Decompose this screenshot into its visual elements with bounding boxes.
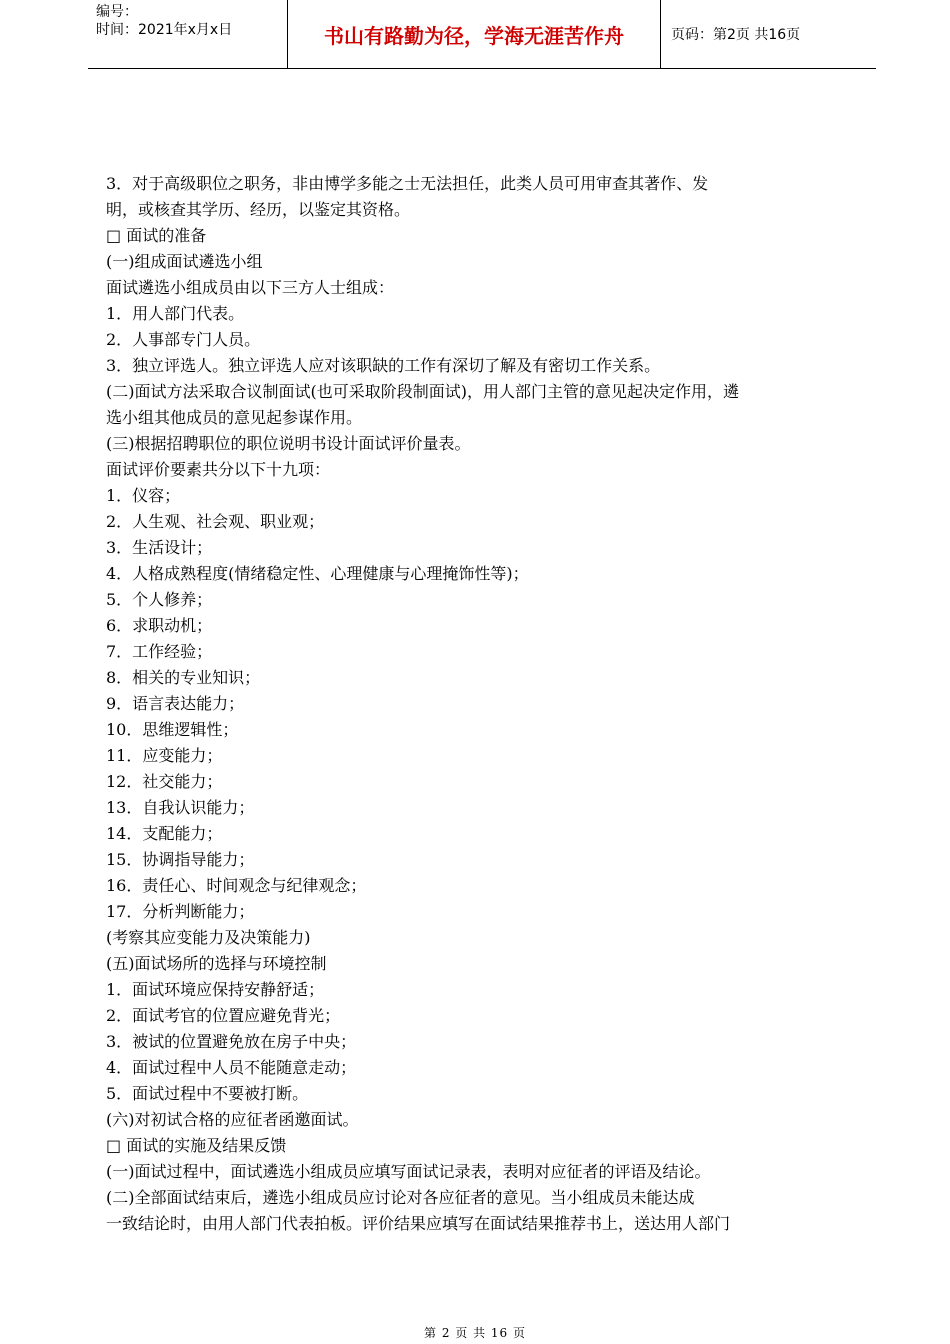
body-line: 5．个人修养； [106, 590, 213, 609]
page-footer: 第 2 页 共 16 页 [424, 1326, 526, 1340]
body-line: 1．仪容； [106, 486, 181, 505]
body-line: 5．面试过程中不要被打断。 [106, 1084, 309, 1103]
body-line: 明，或核查其学历、经历，以鉴定其资格。 [106, 200, 411, 219]
body-line: 3．被试的位置避免放在房子中央； [106, 1032, 357, 1051]
body-line: 2．人事部专门人员。 [106, 330, 261, 349]
body-line: 17．分析判断能力； [106, 902, 255, 921]
body-line: (一)组成面试遴选小组 [106, 252, 263, 271]
body-line: 面试评价要素共分以下十九项： [106, 460, 331, 479]
body-line: 16．责任心、时间观念与纪律观念； [106, 876, 367, 895]
body-line: 1．面试环境应保持安静舒适； [106, 980, 325, 999]
body-line: 6．求职动机； [106, 616, 213, 635]
body-line: 一致结论时，由用人部门代表拍板。评价结果应填写在面试结果推荐书上，送达用人部门 [106, 1214, 731, 1233]
body-line: 2．面试考官的位置应避免背光； [106, 1006, 341, 1025]
body-line: 4．人格成熟程度(情绪稳定性、心理健康与心理掩饰性等)； [106, 564, 529, 583]
header-meta [88, 0, 288, 68]
body-line: 10．思维逻辑性； [106, 720, 239, 739]
document-body [106, 171, 866, 1237]
body-line: 选小组其他成员的意见起参谋作用。 [106, 408, 363, 427]
body-line: (二)全部面试结束后，遴选小组成员应讨论对各应征者的意见。当小组成员未能达成 [106, 1188, 695, 1207]
header-page-number: 页码：第2页 共16页 [671, 27, 801, 43]
body-line: (一)面试过程中，面试遴选小组成员应填写面试记录表，表明对应征者的评语及结论。 [106, 1162, 711, 1181]
body-line: 2．人生观、社会观、职业观； [106, 512, 325, 531]
body-line: 3．独立评选人。独立评选人应对该职缺的工作有深切了解及有密切工作关系。 [106, 356, 661, 375]
body-line: □ 面试的实施及结果反馈 [106, 1136, 287, 1155]
body-line: (三)根据招聘职位的职位说明书设计面试评价量表。 [106, 434, 471, 453]
body-line: 12．社交能力； [106, 772, 223, 791]
body-line: 面试遴选小组成员由以下三方人士组成： [106, 278, 395, 297]
body-line: 3．对于高级职位之职务，非由博学多能之士无法担任，此类人员可用审查其著作、发 [106, 174, 709, 193]
body-line: 11．应变能力； [106, 746, 223, 765]
body-line: (五)面试场所的选择与环境控制 [106, 954, 327, 973]
body-line: 9．语言表达能力； [106, 694, 245, 713]
body-line: 3．生活设计； [106, 538, 213, 557]
body-line: (二)面试方法采取合议制面试(也可采取阶段制面试)，用人部门主管的意见起决定作用，遴 [106, 382, 739, 401]
body-line: □ 面试的准备 [106, 226, 207, 245]
header-number: 编号： [96, 4, 138, 20]
body-line: 7．工作经验； [106, 642, 213, 661]
header-time: 时间：2021年x月x日 [96, 22, 233, 38]
header-motto: 书山有路勤为径，学海无涯苦作舟 [288, 0, 661, 68]
body-line: (六)对初试合格的应征者函邀面试。 [106, 1110, 359, 1129]
body-line: 4．面试过程中人员不能随意走动； [106, 1058, 357, 1077]
body-line: 14．支配能力； [106, 824, 223, 843]
body-line: (考察其应变能力及决策能力) [106, 928, 311, 947]
page-header [88, 0, 876, 69]
body-line: 15．协调指导能力； [106, 850, 255, 869]
body-line: 1．用人部门代表。 [106, 304, 245, 323]
body-line: 8．相关的专业知识； [106, 668, 261, 687]
body-line: 13．自我认识能力； [106, 798, 255, 817]
